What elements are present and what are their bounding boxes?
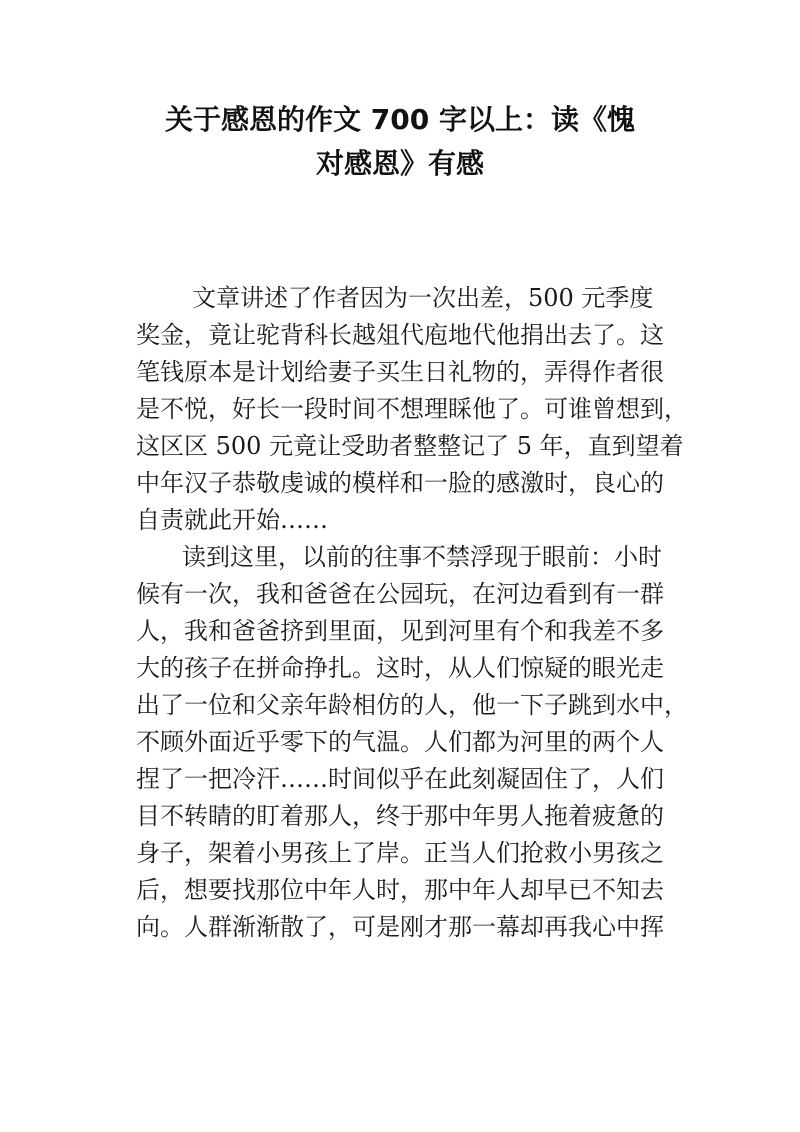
- paragraph: [136, 280, 688, 539]
- title-line: 对感恩》有感: [315, 147, 484, 180]
- paragraph-line: 这区区 500 元竟让受助者整整记了 5 年，直到望着: [136, 432, 684, 460]
- paragraph-line: 奖金，竟让驼背科长越俎代庖地代他捐出去了。这: [136, 321, 664, 349]
- paragraph-line: 文章讲述了作者因为一次出差，500 元季度: [192, 284, 654, 312]
- paragraph-line: 人，我和爸爸挤到里面，见到河里有个和我差不多: [136, 617, 664, 645]
- paragraph-line: 候有一次，我和爸爸在公园玩，在河边看到有一群: [136, 580, 664, 608]
- paragraph-line: 大的孩子在拼命挣扎。这时，从人们惊疑的眼光走: [136, 654, 664, 682]
- paragraph-line: 身子，架着小男孩上了岸。正当人们抢救小男孩之: [136, 839, 664, 867]
- paragraph-line: 目不转睛的盯着那人，终于那中年男人拖着疲惫的: [136, 802, 664, 830]
- paragraph-line: 不顾外面近乎零下的气温。人们都为河里的两个人: [136, 728, 664, 756]
- page-title: [130, 98, 670, 186]
- paragraph-line: 向。人群渐渐散了，可是刚才那一幕却再我心中挥: [136, 913, 664, 941]
- paragraph-line: 读到这里，以前的往事不禁浮现于眼前：小时: [182, 543, 662, 571]
- paragraph-line: 自责就此开始……: [136, 506, 328, 534]
- article-body: [136, 280, 688, 946]
- title-line: 关于感恩的作文 700 字以上：读《愧: [165, 103, 635, 136]
- paragraph-line: 出了一位和父亲年龄相仿的人，他一下子跳到水中，: [136, 691, 688, 719]
- paragraph-line: 后，想要找那位中年人时，那中年人却早已不知去: [136, 876, 664, 904]
- paragraph-line: 捏了一把冷汗……时间似乎在此刻凝固住了，人们: [136, 765, 664, 793]
- paragraph: [136, 539, 688, 946]
- paragraph-line: 笔钱原本是计划给妻子买生日礼物的，弄得作者很: [136, 358, 664, 386]
- paragraph-line: 中年汉子恭敬虔诚的模样和一脸的感激时，良心的: [136, 469, 664, 497]
- paragraph-line: 是不悦，好长一段时间不想理睬他了。可谁曾想到，: [136, 395, 688, 423]
